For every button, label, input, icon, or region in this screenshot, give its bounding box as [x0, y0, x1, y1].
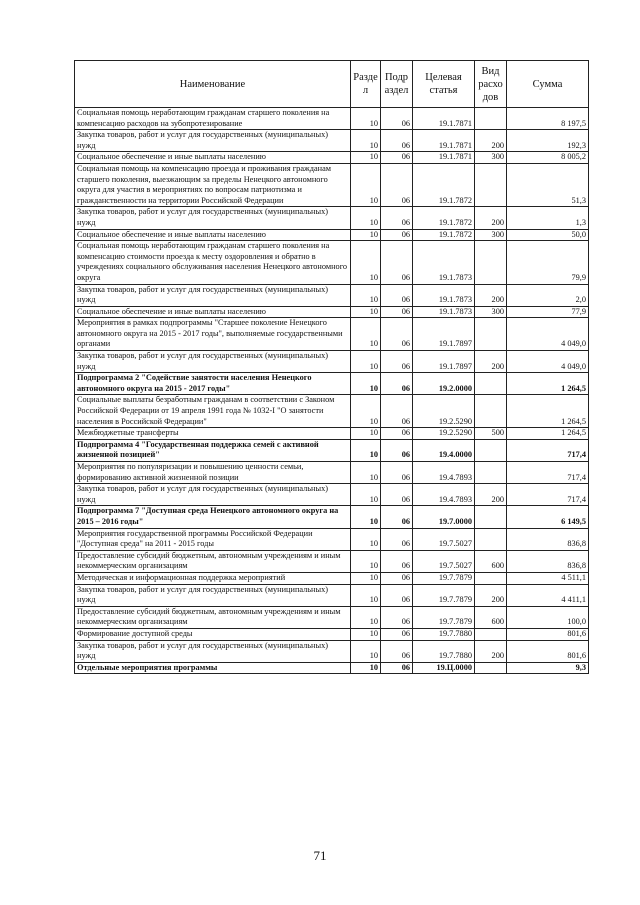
cell-vid — [475, 628, 507, 640]
cell-razdel: 10 — [351, 395, 381, 428]
cell-summa: 77,9 — [507, 306, 589, 318]
cell-podrazdel: 06 — [381, 152, 413, 164]
cell-summa: 717,4 — [507, 462, 589, 484]
cell-podrazdel: 06 — [381, 373, 413, 395]
header-podrazdel: Подр аздел — [381, 61, 413, 108]
cell-razdel: 10 — [351, 662, 381, 674]
cell-podrazdel: 06 — [381, 606, 413, 628]
cell-vid — [475, 395, 507, 428]
cell-vid — [475, 528, 507, 550]
cell-razdel: 10 — [351, 640, 381, 662]
cell-name: Закупка товаров, работ и услуг для государственных (муниципальных) нужд — [75, 584, 351, 606]
cell-summa: 4 049,0 — [507, 318, 589, 351]
table-row — [75, 628, 589, 640]
page-number: 71 — [313, 848, 327, 863]
cell-razdel: 10 — [351, 550, 381, 572]
header-vid: Вид расхо дов — [475, 61, 507, 108]
table-row — [75, 207, 589, 229]
cell-razdel: 10 — [351, 241, 381, 284]
table-body — [75, 108, 589, 674]
cell-celevaya: 19.1.7871 — [413, 152, 475, 164]
cell-podrazdel: 06 — [381, 108, 413, 130]
cell-name: Социальные выплаты безработным гражданам в соответствии с Законом Российской Федерации от 19 апреля 1991 года № 1032-I "О занятости населения в Российской Федерации" — [75, 395, 351, 428]
cell-summa: 79,9 — [507, 241, 589, 284]
cell-name: Мероприятия государственной программы Российской Федерации "Доступная среда" на 2011 - 2015 годы — [75, 528, 351, 550]
cell-razdel: 10 — [351, 306, 381, 318]
cell-celevaya: 19.7.7880 — [413, 628, 475, 640]
cell-name: Формирование доступной среды — [75, 628, 351, 640]
cell-razdel: 10 — [351, 484, 381, 506]
table-row — [75, 163, 589, 206]
cell-celevaya: 19.4.7893 — [413, 484, 475, 506]
cell-summa: 1,3 — [507, 207, 589, 229]
cell-summa: 4 511,1 — [507, 572, 589, 584]
table-row — [75, 506, 589, 528]
cell-name: Закупка товаров, работ и услуг для государственных (муниципальных) нужд — [75, 351, 351, 373]
cell-vid: 200 — [475, 207, 507, 229]
cell-summa: 6 149,5 — [507, 506, 589, 528]
cell-summa: 836,8 — [507, 528, 589, 550]
table-row — [75, 462, 589, 484]
table-row — [75, 550, 589, 572]
cell-name: Мероприятия по популяризации и повышению ценности семьи, формированию активной жизненной позиции — [75, 462, 351, 484]
cell-podrazdel: 06 — [381, 572, 413, 584]
cell-podrazdel: 06 — [381, 284, 413, 306]
cell-celevaya: 19.7.5027 — [413, 550, 475, 572]
cell-summa: 801,6 — [507, 628, 589, 640]
cell-podrazdel: 06 — [381, 229, 413, 241]
cell-name: Подпрограмма 7 "Доступная среда Ненецкого автономного округа на 2015 – 2016 годы" — [75, 506, 351, 528]
table-row — [75, 229, 589, 241]
cell-summa: 192,3 — [507, 130, 589, 152]
cell-razdel: 10 — [351, 428, 381, 440]
cell-vid: 300 — [475, 152, 507, 164]
cell-razdel: 10 — [351, 130, 381, 152]
cell-razdel: 10 — [351, 528, 381, 550]
cell-razdel: 10 — [351, 152, 381, 164]
cell-name: Социальная помощь неработающим гражданам старшего поколения на компенсацию стоимости проезда к месту оздоровления и обратно в учреждениях социального обслуживания населения Ненецкого автономного округа — [75, 241, 351, 284]
cell-name: Социальная помощь на компенсацию проезда и проживания гражданам старшего поколения, выезжающим за пределы Ненецкого автономного округа для участия в мероприятиях по вопросам патриотизма и гражданственности на территории Российской Федерации — [75, 163, 351, 206]
cell-name: Социальное обеспечение и иные выплаты населению — [75, 152, 351, 164]
cell-summa: 8 197,5 — [507, 108, 589, 130]
table-row — [75, 284, 589, 306]
cell-razdel: 10 — [351, 163, 381, 206]
cell-podrazdel: 06 — [381, 306, 413, 318]
cell-summa: 717,4 — [507, 484, 589, 506]
cell-vid: 200 — [475, 584, 507, 606]
cell-podrazdel: 06 — [381, 351, 413, 373]
cell-celevaya: 19.7.7879 — [413, 584, 475, 606]
table-row — [75, 584, 589, 606]
cell-podrazdel: 06 — [381, 484, 413, 506]
cell-celevaya: 19.4.7893 — [413, 462, 475, 484]
cell-podrazdel: 06 — [381, 439, 413, 461]
cell-name: Закупка товаров, работ и услуг для государственных (муниципальных) нужд — [75, 284, 351, 306]
cell-podrazdel: 06 — [381, 462, 413, 484]
cell-celevaya: 19.2.5290 — [413, 428, 475, 440]
cell-razdel: 10 — [351, 373, 381, 395]
table-row — [75, 395, 589, 428]
cell-vid — [475, 163, 507, 206]
cell-celevaya: 19.7.7880 — [413, 640, 475, 662]
header-name: Наименование — [75, 61, 351, 108]
table-row — [75, 306, 589, 318]
table-row — [75, 241, 589, 284]
table-row — [75, 428, 589, 440]
table-row — [75, 528, 589, 550]
cell-name: Подпрограмма 4 "Государственная поддержка семей с активной жизненной позицией" — [75, 439, 351, 461]
cell-vid: 600 — [475, 550, 507, 572]
header-razdel: Разде л — [351, 61, 381, 108]
cell-summa: 100,0 — [507, 606, 589, 628]
cell-celevaya: 19.7.5027 — [413, 528, 475, 550]
budget-table — [74, 60, 589, 674]
cell-vid: 600 — [475, 606, 507, 628]
cell-name: Социальное обеспечение и иные выплаты населению — [75, 306, 351, 318]
cell-name: Закупка товаров, работ и услуг для государственных (муниципальных) нужд — [75, 484, 351, 506]
cell-vid: 200 — [475, 130, 507, 152]
cell-razdel: 10 — [351, 284, 381, 306]
cell-vid: 300 — [475, 306, 507, 318]
cell-summa: 4 411,1 — [507, 584, 589, 606]
cell-summa: 9,3 — [507, 662, 589, 674]
cell-name: Социальное обеспечение и иные выплаты населению — [75, 229, 351, 241]
cell-vid — [475, 662, 507, 674]
cell-vid — [475, 373, 507, 395]
cell-celevaya: 19.1.7872 — [413, 163, 475, 206]
cell-name: Предоставление субсидий бюджетным, автономным учреждениям и иным некоммерческим организациям — [75, 606, 351, 628]
cell-vid: 200 — [475, 640, 507, 662]
cell-celevaya: 19.Ц.0000 — [413, 662, 475, 674]
cell-podrazdel: 06 — [381, 241, 413, 284]
cell-vid: 200 — [475, 284, 507, 306]
cell-razdel: 10 — [351, 584, 381, 606]
cell-summa: 1 264,5 — [507, 428, 589, 440]
cell-summa: 8 005,2 — [507, 152, 589, 164]
cell-razdel: 10 — [351, 207, 381, 229]
cell-name: Закупка товаров, работ и услуг для государственных (муниципальных) нужд — [75, 207, 351, 229]
cell-summa: 1 264,5 — [507, 395, 589, 428]
cell-podrazdel: 06 — [381, 130, 413, 152]
cell-razdel: 10 — [351, 108, 381, 130]
cell-vid — [475, 241, 507, 284]
cell-celevaya: 19.7.7879 — [413, 572, 475, 584]
cell-summa: 51,3 — [507, 163, 589, 206]
cell-summa: 50,0 — [507, 229, 589, 241]
cell-vid — [475, 439, 507, 461]
cell-celevaya: 19.1.7897 — [413, 351, 475, 373]
cell-celevaya: 19.1.7873 — [413, 241, 475, 284]
cell-podrazdel: 06 — [381, 640, 413, 662]
cell-vid: 500 — [475, 428, 507, 440]
cell-name: Закупка товаров, работ и услуг для государственных (муниципальных) нужд — [75, 130, 351, 152]
cell-razdel: 10 — [351, 606, 381, 628]
cell-name: Закупка товаров, работ и услуг для государственных (муниципальных) нужд — [75, 640, 351, 662]
header-summa: Сумма — [507, 61, 589, 108]
cell-vid: 200 — [475, 351, 507, 373]
table-row — [75, 439, 589, 461]
cell-razdel: 10 — [351, 439, 381, 461]
cell-razdel: 10 — [351, 229, 381, 241]
table-row — [75, 606, 589, 628]
cell-celevaya: 19.1.7873 — [413, 306, 475, 318]
cell-razdel: 10 — [351, 318, 381, 351]
cell-name: Мероприятия в рамках подпрограммы "Старшее поколение Ненецкого автономного округа на 2015 - 2017 годы", выполняемые государственными органами — [75, 318, 351, 351]
cell-razdel: 10 — [351, 462, 381, 484]
cell-razdel: 10 — [351, 506, 381, 528]
cell-podrazdel: 06 — [381, 628, 413, 640]
cell-celevaya: 19.2.5290 — [413, 395, 475, 428]
cell-name: Методическая и информационная поддержка мероприятий — [75, 572, 351, 584]
table-row — [75, 373, 589, 395]
cell-podrazdel: 06 — [381, 584, 413, 606]
cell-vid — [475, 108, 507, 130]
table-row — [75, 152, 589, 164]
table-row — [75, 662, 589, 674]
cell-celevaya: 19.4.0000 — [413, 439, 475, 461]
cell-summa: 836,8 — [507, 550, 589, 572]
table-row — [75, 484, 589, 506]
cell-podrazdel: 06 — [381, 395, 413, 428]
cell-podrazdel: 06 — [381, 550, 413, 572]
cell-summa: 2,0 — [507, 284, 589, 306]
cell-razdel: 10 — [351, 351, 381, 373]
cell-celevaya: 19.1.7873 — [413, 284, 475, 306]
cell-name: Предоставление субсидий бюджетным, автономным учреждениям и иным некоммерческим организациям — [75, 550, 351, 572]
cell-podrazdel: 06 — [381, 506, 413, 528]
cell-podrazdel: 06 — [381, 662, 413, 674]
table-row — [75, 130, 589, 152]
table-row — [75, 108, 589, 130]
table-header — [75, 61, 589, 108]
header-celevaya: Целевая статья — [413, 61, 475, 108]
cell-name: Подпрограмма 2 "Содействие занятости населения Ненецкого автономного округа на 2015 - 2017 годы" — [75, 373, 351, 395]
header-row — [75, 61, 589, 108]
cell-name: Отдельные мероприятия программы — [75, 662, 351, 674]
cell-celevaya: 19.1.7872 — [413, 207, 475, 229]
cell-vid: 300 — [475, 229, 507, 241]
cell-vid — [475, 506, 507, 528]
cell-vid — [475, 462, 507, 484]
cell-name: Социальная помощь неработающим гражданам старшего поколения на компенсацию расходов на зубопротезирование — [75, 108, 351, 130]
cell-summa: 4 049,0 — [507, 351, 589, 373]
cell-summa: 1 264,5 — [507, 373, 589, 395]
cell-razdel: 10 — [351, 572, 381, 584]
cell-vid — [475, 572, 507, 584]
cell-name: Межбюджетные трансферты — [75, 428, 351, 440]
cell-celevaya: 19.2.0000 — [413, 373, 475, 395]
cell-podrazdel: 06 — [381, 163, 413, 206]
cell-celevaya: 19.1.7872 — [413, 229, 475, 241]
cell-podrazdel: 06 — [381, 428, 413, 440]
cell-celevaya: 19.1.7897 — [413, 318, 475, 351]
table-row — [75, 572, 589, 584]
cell-celevaya: 19.1.7871 — [413, 130, 475, 152]
cell-vid: 200 — [475, 484, 507, 506]
cell-summa: 801,6 — [507, 640, 589, 662]
cell-celevaya: 19.7.0000 — [413, 506, 475, 528]
cell-podrazdel: 06 — [381, 207, 413, 229]
table-row — [75, 318, 589, 351]
cell-vid — [475, 318, 507, 351]
cell-podrazdel: 06 — [381, 318, 413, 351]
cell-podrazdel: 06 — [381, 528, 413, 550]
table-row — [75, 640, 589, 662]
cell-celevaya: 19.1.7871 — [413, 108, 475, 130]
cell-celevaya: 19.7.7879 — [413, 606, 475, 628]
table-row — [75, 351, 589, 373]
cell-razdel: 10 — [351, 628, 381, 640]
cell-summa: 717,4 — [507, 439, 589, 461]
